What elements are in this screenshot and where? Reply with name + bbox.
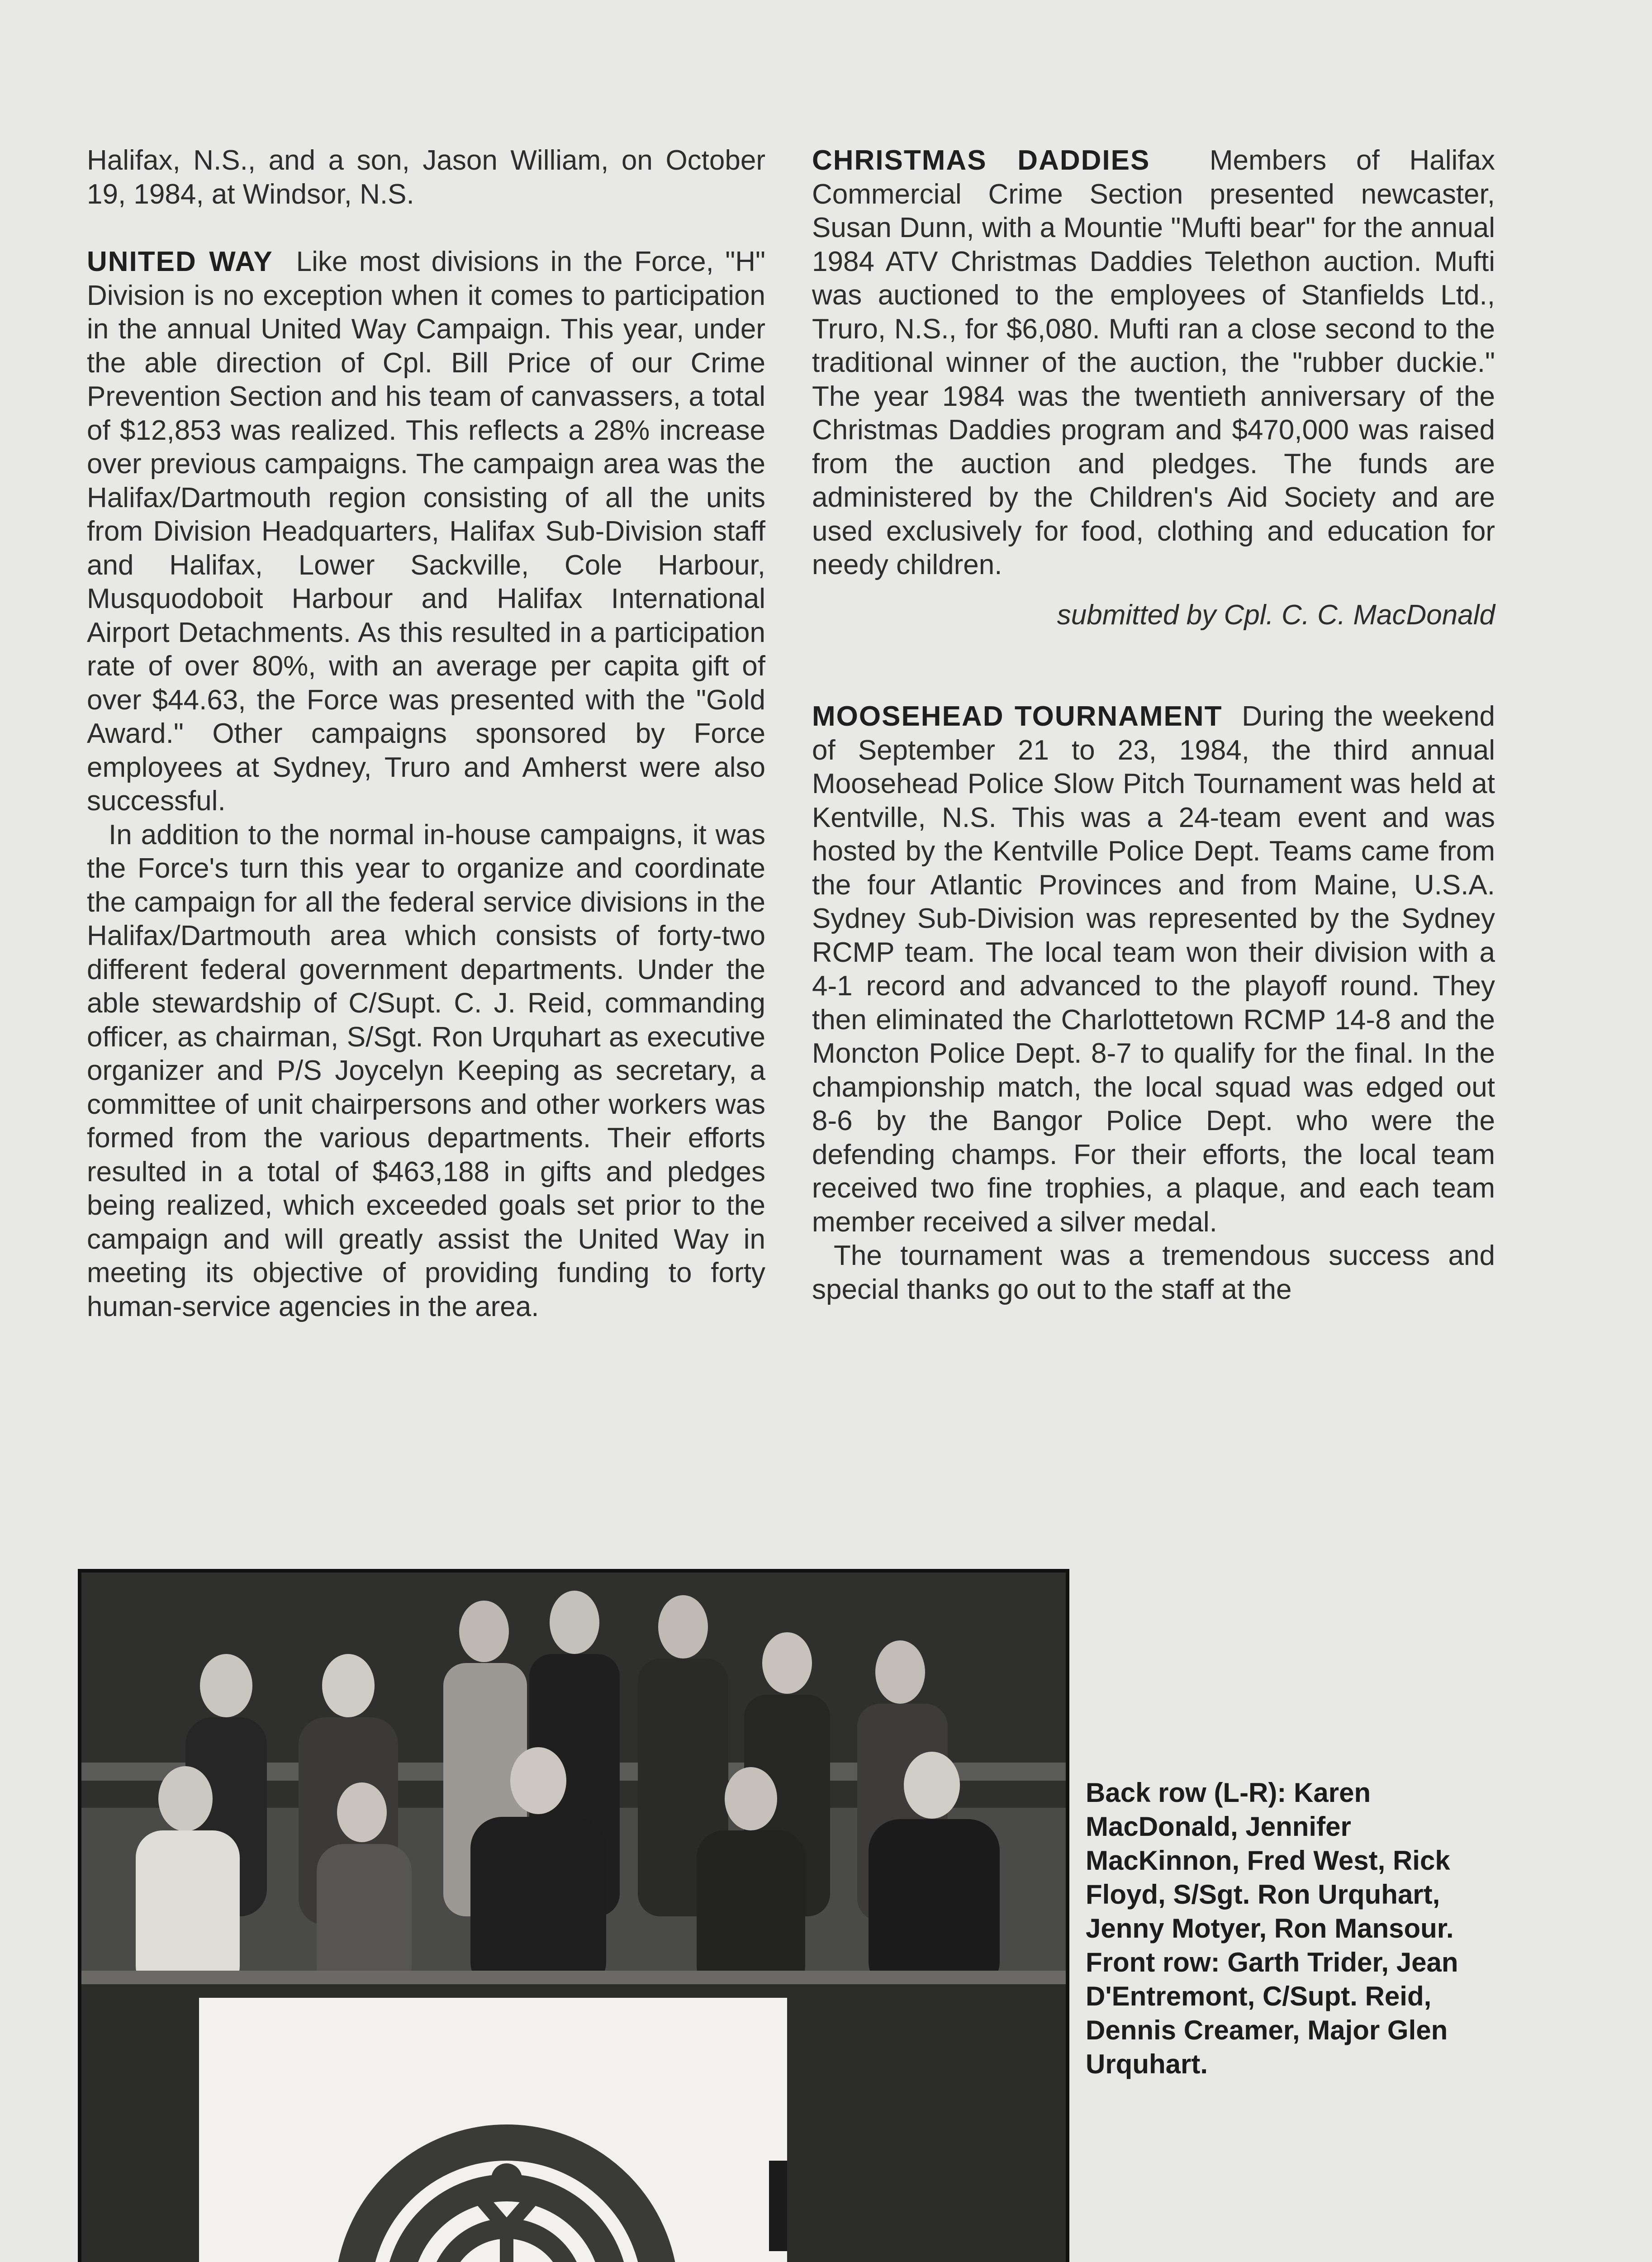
photo-caption: Back row (L-R): Karen MacDonald, Jennifer MacKinnon, Fred West, Rick Floyd, S/Sgt. Ron Urquhart, Jenny Motyer, Ron Mansour. Front row: Garth Trider, Jean D'Entremont, C/Supt. Reid, Dennis Creamer, Major Glen Urquhart. <box>1086 1777 1458 2079</box>
submitted-by-byline: submitted by Cpl. C. C. MacDonald <box>1057 599 1495 631</box>
united-way-heading: UNITED WAY <box>87 246 273 277</box>
right-column <box>812 144 1495 1307</box>
group-photo-illustration <box>81 1573 1066 2262</box>
christmas-daddies-heading: CHRISTMAS DADDIES <box>812 145 1150 176</box>
moosehead-body-2: The tournament was a tremendous success and special thanks go out to the staff at the <box>812 1240 1495 1305</box>
united-way-body-1: Like most divisions in the Force, "H" Division is no exception when it comes to participation in the annual United Way Campaign. This year, under the able direction of Cpl. Bill Price of our Crime Prevention Section and his team of canvassers, a total of $12,853 was realized. This reflects a 28% increase over previous campaigns. The campaign area was the Halifax/Dartmouth region consisting of all the units from Division Headquarters, Halifax Sub-Division staff and Halifax, Lower Sackville, Cole Harbour, Musquodoboit Harbour and Halifax International Airport Detachments. As this resulted in a participation rate of over 80%, with an average per capita gift of over $44.63, the Force was presented with the "Gold Award." Other campaigns sponsored by Force employees at Sydney, Truro and Amherst were also successful. <box>87 246 766 817</box>
united-way-paragraph <box>87 245 765 818</box>
christmas-daddies-body: Members of Halifax Commercial Crime Section presented newcaster, Susan Dunn, with a Mountie "Mufti bear" for the annual 1984 ATV Christmas Daddies Telethon auction. Mufti was auctioned to the employees of Stanfields Ltd., Truro, N.S., for $6,080. Mufti ran a close second to the traditional winner of the auction, the "rubber duckie." The year 1984 was the twentieth anniversary of the Christmas Daddies program and $470,000 was raised from the auction and pledges. The funds are administered by the Children's Aid Society and are used exclusively for food, clothing and education for needy children. <box>812 145 1495 580</box>
united-way-banner <box>199 1998 787 2262</box>
moosehead-heading: MOOSEHEAD TOURNAMENT <box>812 701 1223 732</box>
moosehead-body-1: During the weekend of September 21 to 23, 1984, the third annual Moosehead Police Slow Pitch Tournament was held at Kentville, N.S. This was a 24-team event and was hosted by the Kentville Police Dept. Teams came from the four Atlantic Provinces and from Maine, U.S.A. Sydney Sub-Division was represented by the Sydney RCMP team. The local team won their division with a 4-1 record and advanced to the playoff round. They then eliminated the Charlottetown RCMP 14-8 and the Moncton Police Dept. 8-7 to qualify for the final. In the championship match, the local squad was edged out 8-6 by the Bangor Police Dept. who were the defending champs. For their efforts, the local team received two fine trophies, a plaque, and each team member received a silver medal. <box>812 701 1495 1238</box>
christmas-daddies-paragraph <box>812 144 1495 582</box>
moosehead-paragraph <box>812 700 1495 1239</box>
intro-paragraph: Halifax, N.S., and a son, Jason William, on October 19, 1984, at Windsor, N.S. <box>87 145 765 210</box>
united-way-body-2: In addition to the normal in-house campaigns, it was the Force's turn this year to organize and coordinate the campaign for all the federal service divisions in the Halifax/Dartmouth area which consists of forty-two different federal government departments. Under the able stewardship of C/Supt. C. J. Reid, commanding officer, as chairman, S/Sgt. Ron Urquhart as executive organizer and P/S Joycelyn Keeping as secretary, a committee of unit chairpersons and other workers was formed from the various departments. Their efforts resulted in a total of $463,188 in gifts and pledges being realized, which exceeded goals set prior to the campaign and will greatly assist the United Way in meeting its objective of providing funding to forty human-service agencies in the area. <box>87 819 765 1322</box>
group-photo <box>78 1569 1069 2262</box>
left-column <box>87 144 765 1324</box>
